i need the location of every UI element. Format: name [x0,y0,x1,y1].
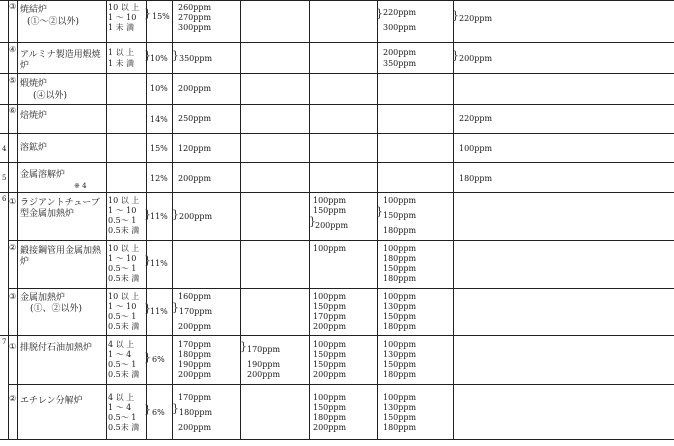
brace-icon: } [144,208,151,221]
value-cell: 190ppm [247,360,281,369]
rule [0,335,674,336]
value-cell: 220ppm [459,14,493,23]
value-cell: 300ppm [178,23,212,32]
value-cell: 200ppm [247,370,281,379]
value-cell: 150ppm [313,350,347,359]
value-cell: 200ppm [313,423,347,432]
facility-name: 溶鉱炉 [20,143,48,153]
value-cell: 130ppm [383,350,417,359]
value-cell: 200ppm [178,423,212,432]
value-cell: 260ppm [178,3,212,12]
oxygen-ratio: 11% [150,307,168,316]
row-number: ③ [9,2,17,11]
value-cell: 150ppm [313,360,347,369]
size-range: 4 以 上 [108,393,135,402]
facility-name: 焼結炉 [20,5,48,15]
value-cell: 200ppm [313,322,347,331]
value-cell: 270ppm [178,13,212,22]
value-cell: 220ppm [459,114,493,123]
value-cell: 180ppm [459,174,493,183]
value-cell: 200ppm [459,54,493,63]
oxygen-ratio: 15% [152,12,170,21]
size-range: 0.5未 満 [108,322,140,331]
section-number: 5 [2,174,7,182]
rule [0,439,674,440]
value-cell: 200ppm [383,48,417,57]
value-cell: 100ppm [313,340,347,349]
brace-icon: } [144,254,151,267]
value-cell: 170ppm [313,312,347,321]
facility-name: 鍛接鋼管用金属加熱 [20,246,102,256]
value-cell: 150ppm [383,413,417,422]
value-cell: 220ppm [383,8,417,17]
oxygen-ratio: 10% [150,54,168,63]
value-cell: 150ppm [313,206,347,215]
value-cell: 180ppm [179,408,213,417]
size-range: 0.5～ 1 [108,216,137,225]
value-cell: 150ppm [383,211,417,220]
rule [8,0,9,440]
rule [8,240,674,241]
rule [453,0,454,440]
row-number: ⑤ [9,76,17,85]
value-cell: 150ppm [383,264,417,273]
oxygen-ratio: 11% [150,212,168,221]
value-cell: 200ppm [178,370,212,379]
brace-icon: } [172,49,179,62]
rule [0,73,674,74]
value-cell: 200ppm [178,84,212,93]
size-range: 1 ～ 10 [108,254,137,263]
row-number: ② [9,243,17,252]
value-cell: 350ppm [179,54,213,63]
size-range: 0.5～ 1 [108,264,137,273]
rule [8,384,674,385]
size-range: 0.5未 満 [108,370,140,379]
size-range: 1 未 満 [108,59,135,68]
oxygen-ratio: 10% [150,84,168,93]
value-cell: 100ppm [313,292,347,301]
value-cell: 130ppm [383,403,417,412]
rule [17,0,18,440]
oxygen-ratio: 6% [152,408,165,417]
facility-name: 炉 [20,61,30,71]
value-cell: 100ppm [313,244,347,253]
facility-name-note: (①～②以外) [27,17,80,27]
brace-icon: } [452,9,459,22]
value-cell: 170ppm [179,307,213,316]
rule [0,133,674,134]
oxygen-ratio: 6% [152,355,165,364]
oxygen-ratio: 11% [150,259,168,268]
brace-icon: } [452,49,459,62]
value-cell: 180ppm [383,254,417,263]
rule [240,0,241,440]
rule [106,0,107,440]
size-range: 0.5～ 1 [108,413,137,422]
section-number: 6 [2,195,7,203]
size-range: 0.5未 満 [108,226,140,235]
brace-icon: } [240,340,247,353]
brace-icon: } [144,302,151,315]
size-range: 1 未 満 [108,23,135,32]
rule [0,104,674,105]
size-range: 1 ～ 4 [108,350,132,359]
brace-icon: } [172,402,179,415]
rule [0,0,674,1]
facility-name: 型金属加熱炉 [20,209,75,219]
value-cell: 300ppm [383,23,417,32]
value-cell: 180ppm [383,274,417,283]
brace-icon: } [144,351,151,364]
size-range: 1 ～ 10 [108,13,137,22]
value-cell: 200ppm [315,221,349,230]
row-number: ② [9,394,17,403]
facility-name: 炉 [20,257,30,267]
row-number: ① [9,342,17,351]
rule [0,42,674,43]
size-range: 1 ～ 10 [108,302,137,311]
rule [377,0,378,440]
section-number: 4 [2,145,7,153]
value-cell: 100ppm [383,393,417,402]
value-cell: 170ppm [178,393,212,402]
value-cell: 130ppm [383,302,417,311]
value-cell: 200ppm [179,212,213,221]
value-cell: 150ppm [383,360,417,369]
size-range: 1 ～ 10 [108,206,137,215]
facility-name: アルミナ製造用煆焼 [20,50,101,60]
facility-name-note: (①、②以外) [30,304,83,314]
value-cell: 150ppm [383,312,417,321]
value-cell: 180ppm [383,370,417,379]
facility-name: ラジアントチューブ [20,198,100,208]
size-range: 1 以 上 [108,48,135,57]
rule [0,162,674,163]
brace-icon: } [144,49,151,62]
brace-icon: } [309,215,316,228]
brace-icon: } [144,7,151,20]
facility-name-note: (④以外) [33,91,68,101]
brace-icon: } [172,301,179,314]
facility-name: 金属加熱炉 [20,293,66,303]
value-cell: 100ppm [459,144,493,153]
value-cell: 100ppm [313,393,347,402]
footnote-mark: ※ 4 [74,182,87,190]
oxygen-ratio: 14% [150,115,168,124]
value-cell: 180ppm [178,350,212,359]
value-cell: 100ppm [383,340,417,349]
facility-name: エチレン分解炉 [20,396,83,406]
value-cell: 180ppm [383,226,417,235]
value-cell: 180ppm [383,322,417,331]
size-range: 0.5～ 1 [108,312,137,321]
value-cell: 160ppm [178,292,212,301]
value-cell: 200ppm [313,370,347,379]
value-cell: 120ppm [178,144,212,153]
facility-name: 焙焼炉 [20,111,48,121]
size-range: 10 以 上 [108,292,140,301]
size-range: 10 以 上 [108,3,140,12]
value-cell: 100ppm [313,196,347,205]
value-cell: 350ppm [383,59,417,68]
value-cell: 100ppm [383,196,417,205]
size-range: 0.5未 満 [108,274,140,283]
size-range: 4 以 上 [108,340,135,349]
size-range: 0.5～ 1 [108,360,137,369]
value-cell: 100ppm [383,244,417,253]
value-cell: 250ppm [178,114,212,123]
brace-icon: } [144,403,151,416]
value-cell: 170ppm [247,345,281,354]
rule [0,192,674,193]
value-cell: 150ppm [313,302,347,311]
facility-name: 煆焼炉 [20,79,48,89]
brace-icon: } [172,208,179,221]
value-cell: 190ppm [178,360,212,369]
size-range: 10 以 上 [108,196,140,205]
section-number: 7 [2,338,7,346]
brace-icon: } [376,205,383,218]
oxygen-ratio: 12% [150,174,168,183]
size-range: 1 ～ 4 [108,403,132,412]
oxygen-ratio: 15% [150,144,168,153]
value-cell: 100ppm [383,292,417,301]
value-cell: 180ppm [383,423,417,432]
value-cell: 150ppm [313,403,347,412]
brace-icon: } [376,7,383,20]
size-range: 10 以 上 [108,244,140,253]
row-number: ① [9,197,17,206]
rule [8,288,674,289]
size-range: 0.5未 満 [108,423,140,432]
row-number: ⑥ [9,106,17,115]
facility-name: 金属溶解炉 [20,170,66,180]
value-cell: 200ppm [178,322,212,331]
value-cell: 200ppm [178,174,212,183]
facility-name: 排脱付石油加熱炉 [20,343,93,353]
row-number: ④ [9,45,17,54]
value-cell: 170ppm [178,340,212,349]
row-number: ③ [9,292,17,301]
value-cell: 180ppm [313,413,347,422]
